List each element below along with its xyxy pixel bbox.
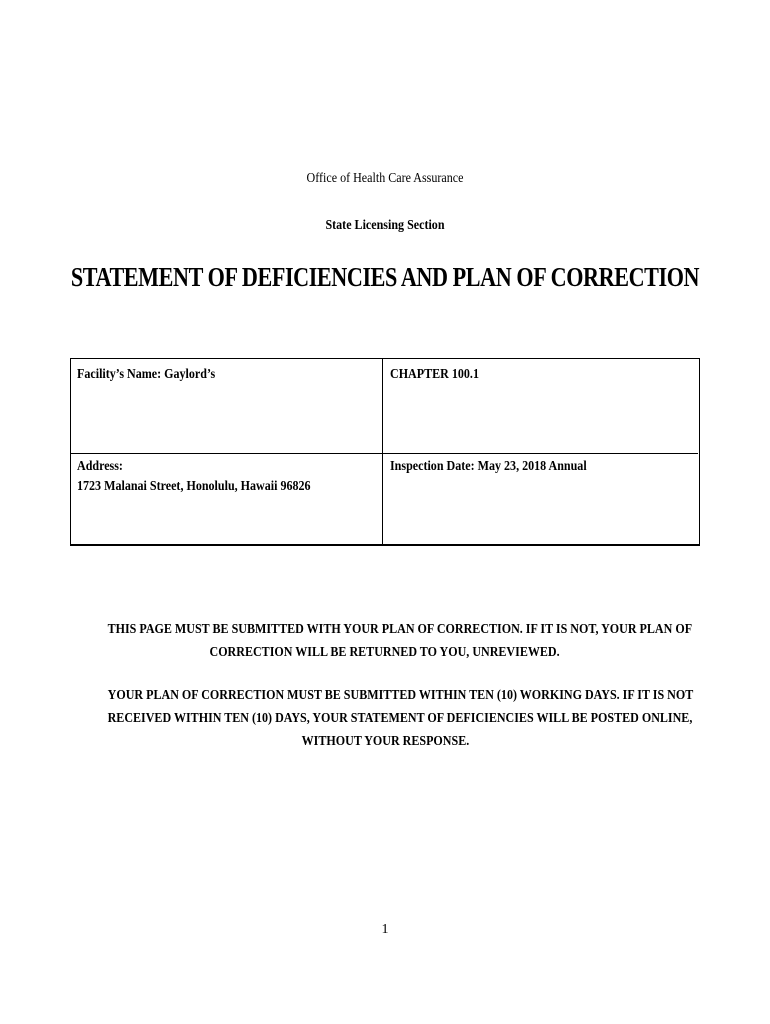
address-label: Address: [77, 459, 123, 474]
deadline-notice-line: WITHOUT YOUR RESPONSE. [301, 734, 469, 749]
page-number: 1 [381, 922, 389, 937]
document-title: STATEMENT OF DEFICIENCIES AND PLAN OF CORRECTION [70, 262, 700, 292]
chapter-label: CHAPTER 100.1 [390, 367, 479, 382]
deadline-notice [60, 684, 710, 753]
chapter-cell [382, 359, 698, 453]
deadline-notice-line: RECEIVED WITHIN TEN (10) DAYS, YOUR STATEMENT OF DEFICIENCIES WILL BE POSTED ONLINE, [107, 711, 693, 726]
inspection-date: Inspection Date: May 23, 2018 Annual [390, 459, 587, 474]
submission-notice-line: CORRECTION WILL BE RETURNED TO YOU, UNREVIEWED. [209, 645, 561, 660]
facility-name: Facility’s Name: Gaylord’s [77, 367, 216, 382]
address-value: 1723 Malanai Street, Honolulu, Hawaii 96826 [77, 479, 311, 494]
inspection-cell [382, 453, 698, 545]
address-cell [70, 453, 382, 545]
office-name: Office of Health Care Assurance [306, 171, 464, 186]
facility-info-table [70, 358, 700, 546]
deadline-notice-line: YOUR PLAN OF CORRECTION MUST BE SUBMITTED WITHIN TEN (10) WORKING DAYS. IF IT IS NOT [107, 688, 694, 703]
submission-notice [60, 618, 710, 664]
section-name: State Licensing Section [325, 218, 445, 233]
facility-name-cell [70, 359, 382, 453]
submission-notice-line: THIS PAGE MUST BE SUBMITTED WITH YOUR PLAN OF CORRECTION. IF IT IS NOT, YOUR PLAN OF [107, 622, 693, 637]
